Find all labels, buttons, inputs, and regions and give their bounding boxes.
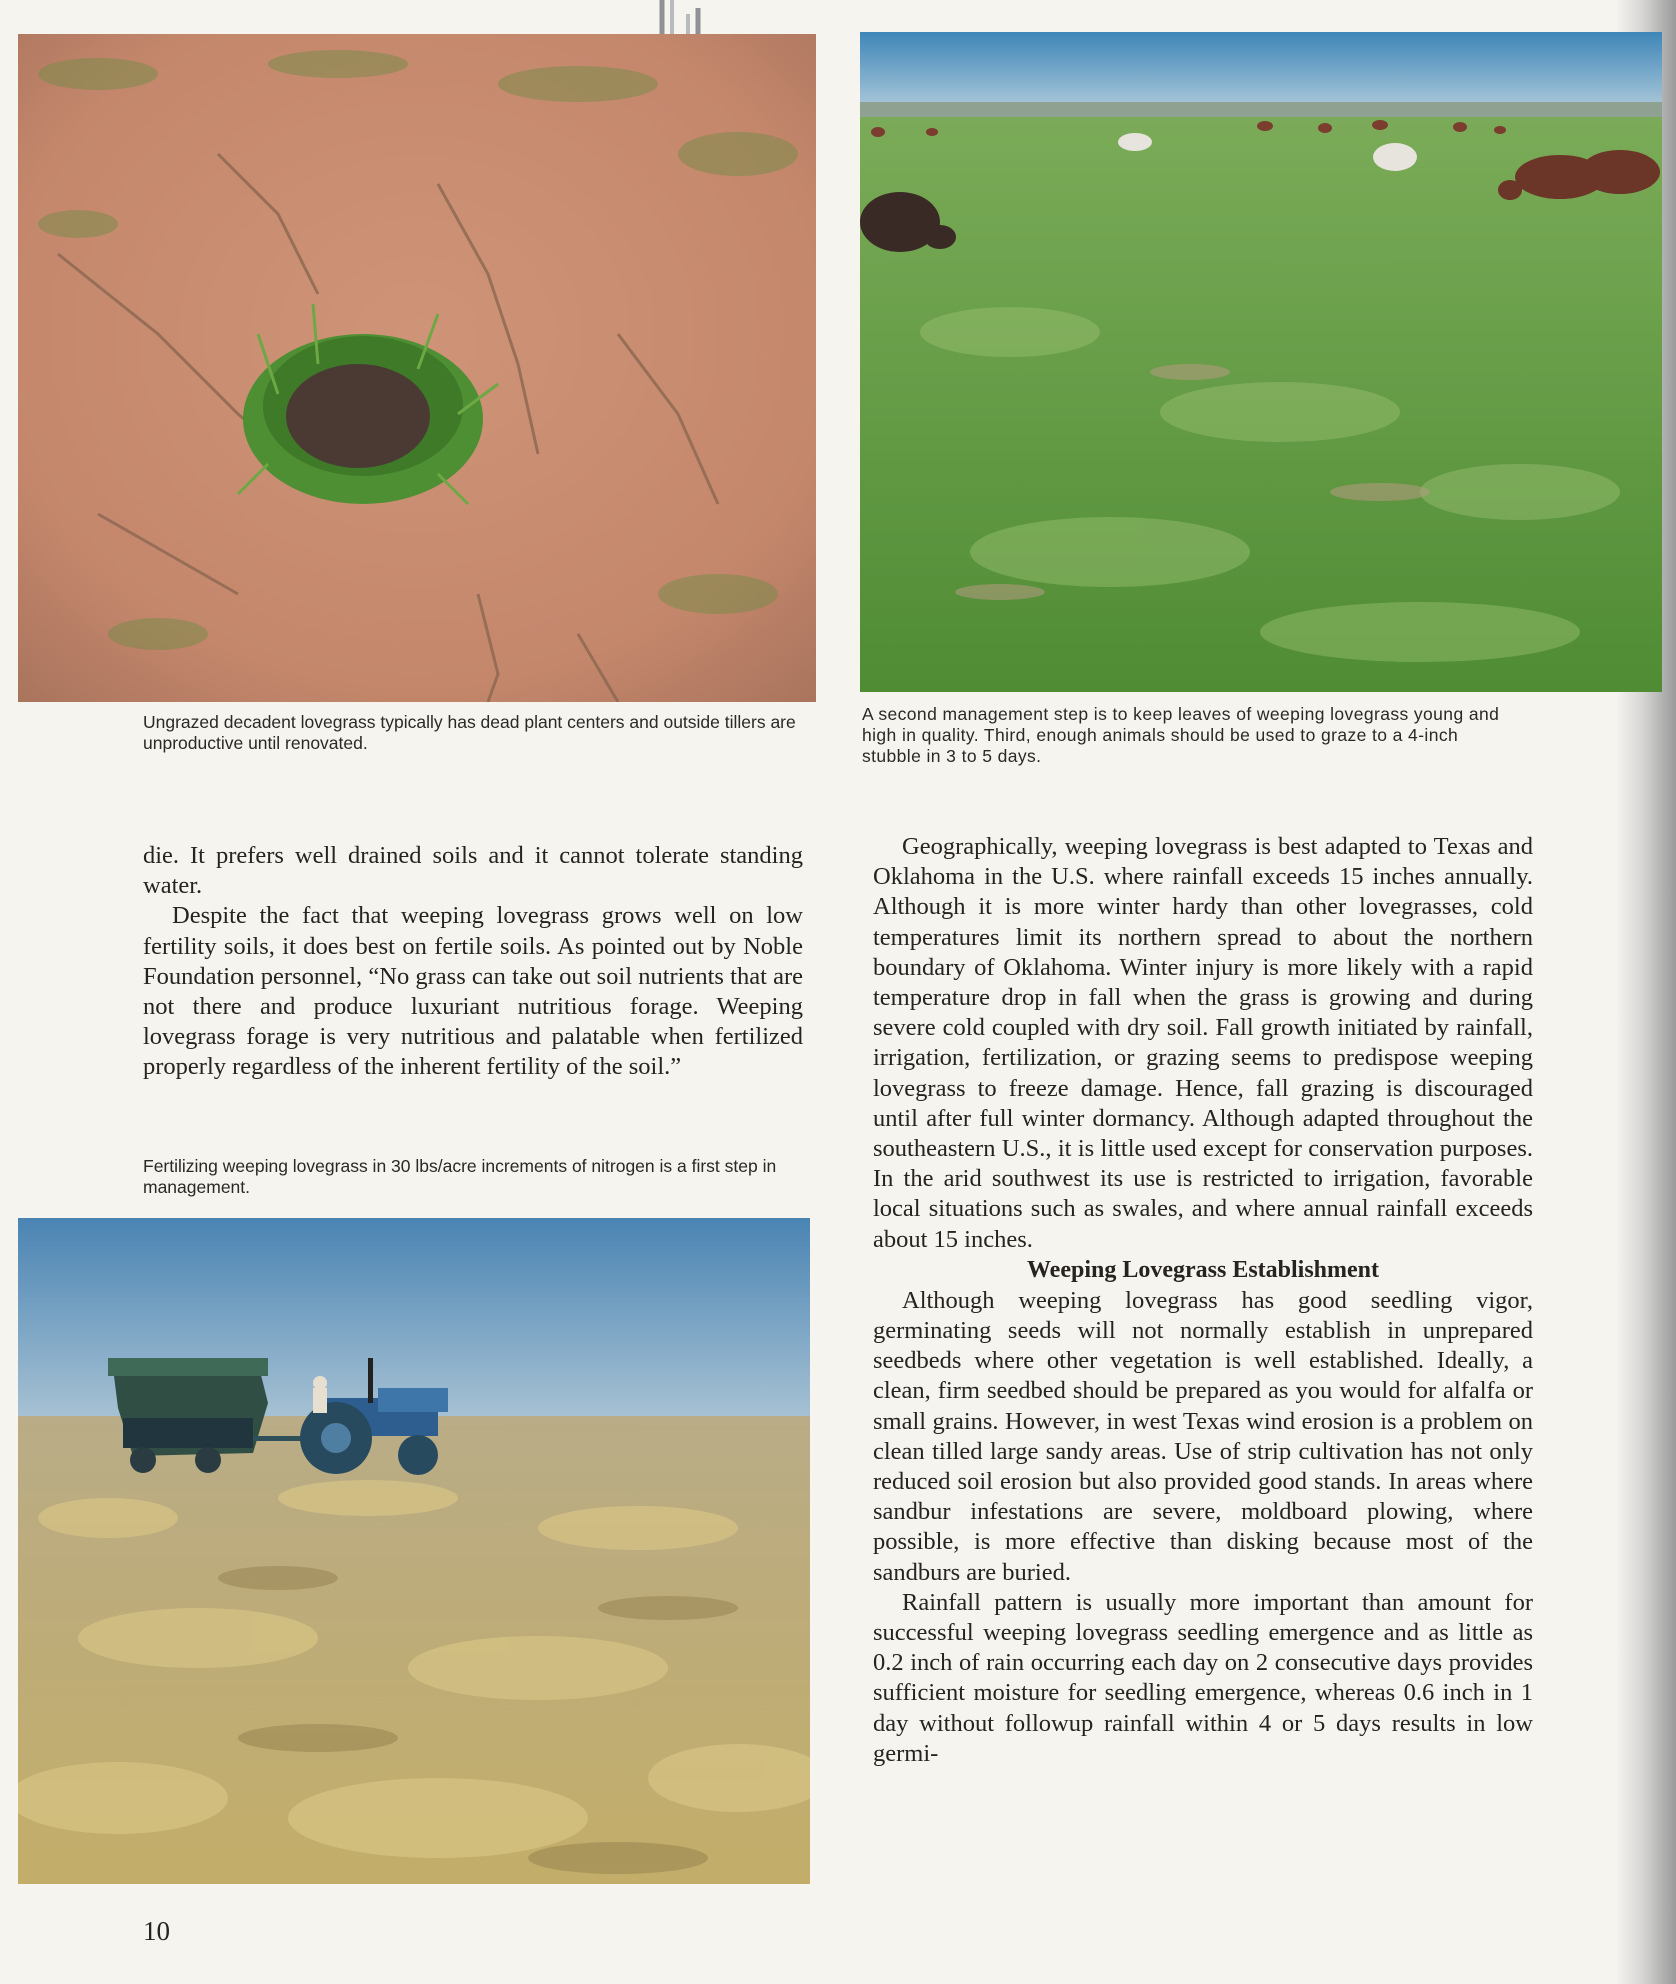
paragraph: Geographically, weeping lovegrass is best adapted to Texas and Oklahoma in the U.S. where rainfall exceeds 15 inches annually. Although it is more winter hardy than other lovegrasses, cold temperatures limit its northern spread to about the northern boundary of Oklahoma. Winter injury is more likely with a rapid temperature drop in fall when the grass is growing and during severe cold coupled with dry soil. Fall growth initiated by rainfall, irrigation, fertilization, or grazing seems to predispose weeping lovegrass to freeze damage. Hence, fall grazing is discouraged until after full winter dormancy. Although adapted throughout the southeastern U.S., it is little used except for conservation purposes. In the arid southwest its use is restricted to irrigation, favorable local situations such as swales, and where annual rainfall exceeds about 15 inches. (873, 833, 1533, 1253)
caption-cattle-grazing: A second management step is to keep leaves of weeping lovegrass young and high in quality. Third, enough animals should be used to graze to a 4-inch stubble in 3 to 5 days. (862, 704, 1500, 766)
photo-decadent-lovegrass (18, 34, 816, 702)
section-heading: Weeping Lovegrass Establishment (1026, 1256, 1380, 1283)
paragraph: Although weeping lovegrass has good seedling vigor, germinating seeds will not normally establish in unprepared seedbeds where other vegetation is well established. Ideally, a clean, firm seedbed should be prepared as you would for alfalfa or small grains. However, in west Texas wind erosion is a problem on clean tilled large sandy areas. Use of strip cultivation has not only reduced soil erosion but also provided good stands. In areas where sandbur infestations are severe, moldboard plowing, where possible, is more effective than disking because most of the sandburs are buried. (873, 1286, 1533, 1586)
page-number: 10 (143, 1916, 170, 1946)
right-text-column (873, 832, 1533, 1769)
left-text-column (143, 841, 803, 1083)
paragraph: Despite the fact that weeping lovegrass grows well on low fertility soils, it does best on fertile soils. As pointed out by Noble Foundation personnel, “No grass can take out soil nutrients that are not there and produce luxuriant nutritious forage. Weeping lovegrass forage is very nutritious and palatable when fertilized properly regardless of the inherent fertility of the soil.” (143, 902, 803, 1081)
caption-fertilizing: Fertilizing weeping lovegrass in 30 lbs/acre increments of nitrogen is a first step in management. (143, 1156, 777, 1197)
photo-cattle-grazing (860, 32, 1662, 692)
paragraph: die. It prefers well drained soils and it cannot tolerate standing water. (143, 842, 803, 900)
paragraph: Rainfall pattern is usually more important than amount for successful weeping lovegrass seedling emergence and as little as 0.2 inch of rain occurring each day on 2 consecutive days provides sufficient moisture for seedling emergence, whereas 0.6 inch in 1 day without followup rainfall within 4 or 5 days results in low germi- (873, 1588, 1533, 1767)
photo-tractor-fertilizing (18, 1218, 810, 1884)
caption-decadent-lovegrass: Ungrazed decadent lovegrass typically has dead plant centers and outside tillers are unproductive until renovated. (143, 712, 796, 753)
